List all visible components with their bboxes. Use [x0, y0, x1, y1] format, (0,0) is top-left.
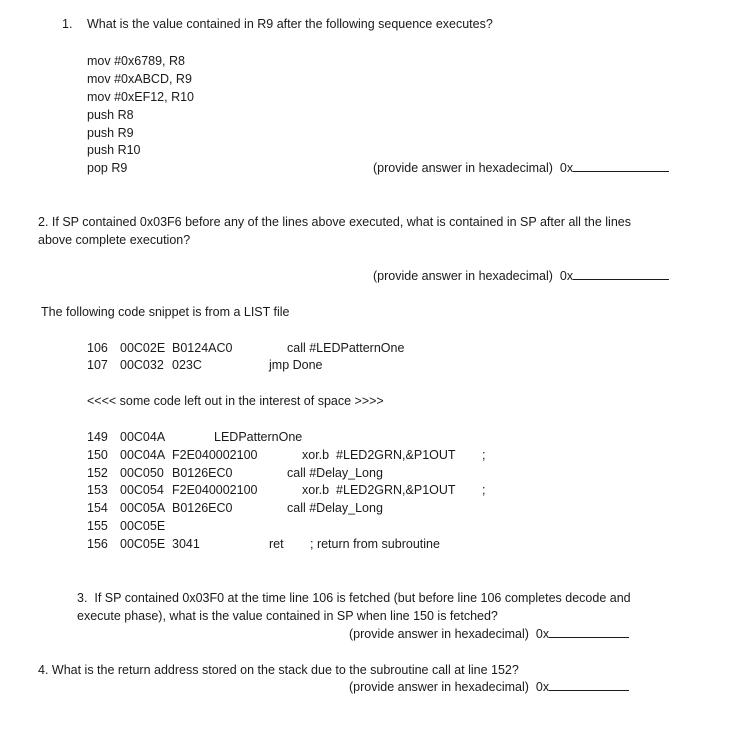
listing-address: 00C032 — [120, 358, 164, 372]
listing-line-number: 156 — [87, 537, 108, 551]
listing-code: jmp Done — [269, 358, 323, 372]
listing-comment: ; — [482, 448, 486, 462]
q1-code-line: mov #0x6789, R8 — [87, 54, 185, 68]
listing-bytes: 3041 — [172, 537, 200, 551]
q2-answer-blank[interactable] — [573, 268, 669, 280]
q4-question: 4. What is the return address stored on the stack due to the subroutine call at line 152? — [38, 663, 519, 677]
listing-address: 00C04A — [120, 448, 166, 462]
listing-gap-note: <<<< some code left out in the interest of space >>>> — [87, 394, 384, 408]
q1-answer-blank[interactable] — [573, 160, 669, 172]
answer-prompt: (provide answer in hexadecimal) 0x — [349, 627, 550, 641]
listing-label: LEDPatternOne — [214, 430, 303, 444]
q1-number: 1. — [62, 17, 73, 31]
q4-answer-blank[interactable] — [549, 679, 629, 691]
listing-address: 00C05E — [120, 519, 166, 533]
q3-question-line1: 3. If SP contained 0x03F0 at the time line 106 is fetched (but before line 106 completes decode and — [77, 591, 631, 605]
listing-line-number: 106 — [87, 341, 108, 355]
q1-code-line: mov #0xEF12, R10 — [87, 90, 194, 104]
answer-prompt: (provide answer in hexadecimal) 0x — [373, 269, 574, 283]
listing-intro: The following code snippet is from a LIST file — [41, 305, 290, 319]
listing-line-number: 150 — [87, 448, 108, 462]
q3-question-line2: execute phase), what is the value contained in SP when line 150 is fetched? — [77, 609, 498, 623]
q3-answer-line — [349, 626, 629, 642]
listing-line-number: 149 — [87, 430, 108, 444]
listing-line-number: 107 — [87, 358, 108, 372]
listing-address: 00C054 — [120, 483, 164, 497]
answer-prompt: (provide answer in hexadecimal) 0x — [373, 161, 574, 175]
listing-bytes: B0126EC0 — [172, 466, 233, 480]
listing-line-number: 154 — [87, 501, 108, 515]
q4-answer-line — [349, 679, 629, 695]
listing-line-number: 152 — [87, 466, 108, 480]
listing-address: 00C04A — [120, 430, 166, 444]
listing-bytes: F2E040002100 — [172, 448, 258, 462]
listing-bytes: B0126EC0 — [172, 501, 233, 515]
listing-code: call #LEDPatternOne — [287, 341, 405, 355]
listing-address: 00C050 — [120, 466, 164, 480]
listing-code: call #Delay_Long — [287, 501, 383, 515]
q1-code-line: pop R9 — [87, 161, 128, 175]
listing-address: 00C05E — [120, 537, 166, 551]
listing-code: xor.b #LED2GRN,&P1OUT — [302, 448, 456, 462]
answer-prompt: (provide answer in hexadecimal) 0x — [349, 680, 550, 694]
q2-question-line2: above complete execution? — [38, 233, 191, 247]
q2-question-line1: 2. If SP contained 0x03F6 before any of the lines above executed, what is contained in SP after all the lines — [38, 215, 631, 229]
listing-address: 00C05A — [120, 501, 166, 515]
listing-bytes: F2E040002100 — [172, 483, 258, 497]
q1-code-line: mov #0xABCD, R9 — [87, 72, 192, 86]
listing-comment: ; — [482, 483, 486, 497]
listing-bytes: 023C — [172, 358, 202, 372]
listing-address: 00C02E — [120, 341, 166, 355]
q1-answer-line — [373, 160, 669, 176]
listing-line-number: 155 — [87, 519, 108, 533]
q3-answer-blank[interactable] — [549, 626, 629, 638]
listing-line-number: 153 — [87, 483, 108, 497]
listing-code: call #Delay_Long — [287, 466, 383, 480]
listing-bytes: B0124AC0 — [172, 341, 233, 355]
listing-comment: ; return from subroutine — [310, 537, 440, 551]
q1-code-line: push R9 — [87, 126, 134, 140]
listing-code: ret — [269, 537, 284, 551]
listing-code: xor.b #LED2GRN,&P1OUT — [302, 483, 456, 497]
q1-question: What is the value contained in R9 after the following sequence executes? — [87, 17, 493, 31]
q1-code-line: push R8 — [87, 108, 134, 122]
q2-answer-line — [373, 268, 669, 284]
q1-code-line: push R10 — [87, 143, 141, 157]
